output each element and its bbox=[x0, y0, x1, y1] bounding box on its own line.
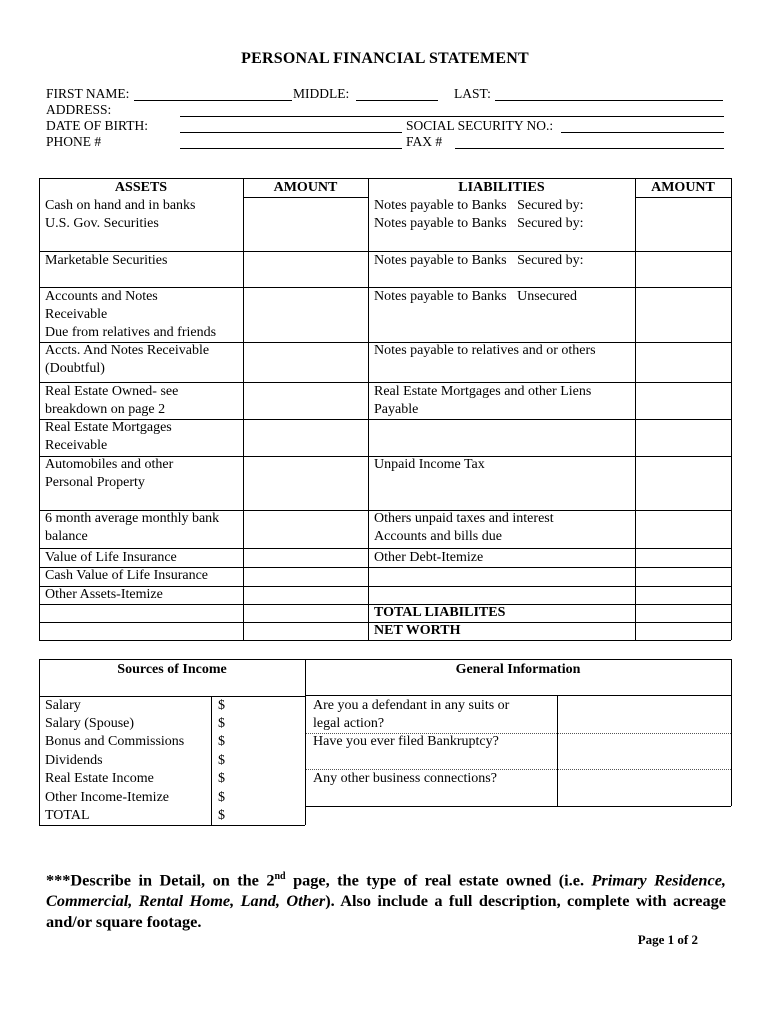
last-label: LAST: bbox=[454, 86, 491, 101]
liabilities-header: LIABILITIES bbox=[458, 180, 545, 195]
income-row-label: Other Income-Itemize bbox=[45, 790, 169, 805]
fax-field[interactable] bbox=[455, 148, 724, 149]
table-row-line bbox=[39, 640, 731, 641]
middle-name-field[interactable] bbox=[356, 100, 438, 101]
amount-header: AMOUNT bbox=[273, 180, 338, 195]
asset-label: Accts. And Notes Receivable bbox=[45, 343, 210, 358]
asset-label: U.S. Gov. Securities bbox=[45, 216, 159, 231]
total-liabilities-label: TOTAL LIABILITES bbox=[374, 605, 506, 620]
instructions-note: ***Describe in Detail, on the 2nd page, the type of real estate owned (i.e. Primary Residence, Commercial, Rental Home, Land, Other). Also include a full description, complete with acreage and/or square footage. bbox=[46, 870, 726, 932]
ssn-field[interactable] bbox=[561, 132, 724, 133]
amount-header: AMOUNT bbox=[651, 180, 715, 195]
liability-label: Unpaid Income Tax bbox=[374, 457, 485, 472]
asset-label: Real Estate Mortgages bbox=[45, 420, 172, 435]
income-header: Sources of Income bbox=[117, 662, 227, 677]
table-divider bbox=[368, 178, 369, 640]
question-business: Any other business connections? bbox=[313, 771, 497, 786]
address-label: ADDRESS: bbox=[46, 102, 112, 117]
income-row-label: Salary (Spouse) bbox=[45, 716, 135, 731]
table-row-line bbox=[243, 197, 368, 198]
liability-label: Notes payable to Banks Secured by: bbox=[374, 216, 584, 231]
table-divider bbox=[557, 695, 558, 806]
income-row-label: Salary bbox=[45, 698, 81, 713]
address-field[interactable] bbox=[180, 116, 724, 117]
table-divider bbox=[211, 696, 212, 825]
fax-label: FAX # bbox=[406, 134, 443, 149]
question-lawsuit-cont: legal action? bbox=[313, 716, 385, 731]
table-row-line bbox=[305, 695, 731, 696]
liability-label: Notes payable to Banks Secured by: bbox=[374, 198, 584, 213]
phone-label: PHONE # bbox=[46, 134, 102, 149]
table-divider bbox=[243, 178, 244, 640]
income-row-label: Real Estate Income bbox=[45, 771, 154, 786]
asset-label: Cash Value of Life Insurance bbox=[45, 568, 209, 583]
asset-label: Value of Life Insurance bbox=[45, 550, 177, 565]
currency-symbol: $ bbox=[218, 753, 225, 768]
asset-label: Personal Property bbox=[45, 475, 145, 490]
question-lawsuit: Are you a defendant in any suits or bbox=[313, 698, 510, 713]
general-info-header: General Information bbox=[455, 662, 581, 677]
liability-label: Others unpaid taxes and interest bbox=[374, 511, 554, 526]
dob-field[interactable] bbox=[180, 132, 402, 133]
asset-label: Automobiles and other bbox=[45, 457, 174, 472]
currency-symbol: $ bbox=[218, 698, 225, 713]
first-name-field[interactable] bbox=[134, 100, 292, 101]
table-border-right bbox=[731, 178, 732, 640]
liability-label: Other Debt-Itemize bbox=[374, 550, 484, 565]
asset-label: Marketable Securities bbox=[45, 253, 168, 268]
asset-label: 6 month average monthly bank bbox=[45, 511, 220, 526]
currency-symbol: $ bbox=[218, 808, 225, 823]
liability-label: Accounts and bills due bbox=[374, 529, 502, 544]
table-row-line bbox=[305, 806, 731, 807]
table-divider bbox=[305, 659, 306, 825]
liability-label: Notes payable to Banks Unsecured bbox=[374, 289, 577, 304]
page-title: PERSONAL FINANCIAL STATEMENT bbox=[241, 50, 529, 67]
asset-label: breakdown on page 2 bbox=[45, 402, 166, 417]
currency-symbol: $ bbox=[218, 734, 225, 749]
liability-label: Payable bbox=[374, 402, 419, 417]
income-row-label: Dividends bbox=[45, 753, 103, 768]
table-border-left bbox=[39, 178, 40, 640]
table-row-line bbox=[39, 659, 731, 660]
liability-label: Real Estate Mortgages and other Liens bbox=[374, 384, 592, 399]
middle-label: MIDDLE: bbox=[293, 86, 350, 101]
asset-label: Other Assets-Itemize bbox=[45, 587, 163, 602]
table-row-line bbox=[635, 197, 731, 198]
currency-symbol: $ bbox=[218, 790, 225, 805]
table-border-left bbox=[39, 659, 40, 825]
table-row-line bbox=[39, 825, 305, 826]
income-row-label: Bonus and Commissions bbox=[45, 734, 185, 749]
currency-symbol: $ bbox=[218, 716, 225, 731]
asset-label: Due from relatives and friends bbox=[45, 325, 217, 340]
phone-field[interactable] bbox=[180, 148, 402, 149]
question-bankruptcy: Have you ever filed Bankruptcy? bbox=[313, 734, 499, 749]
table-border-right bbox=[731, 659, 732, 806]
ssn-label: SOCIAL SECURITY NO.: bbox=[406, 118, 554, 133]
income-row-label: TOTAL bbox=[45, 808, 90, 823]
asset-label: Accounts and Notes bbox=[45, 289, 158, 304]
table-divider bbox=[635, 178, 636, 640]
asset-label: balance bbox=[45, 529, 88, 544]
liability-label: Notes payable to relatives and or others bbox=[374, 343, 596, 358]
asset-label: (Doubtful) bbox=[45, 361, 105, 376]
asset-label: Receivable bbox=[45, 438, 108, 453]
asset-label: Real Estate Owned- see bbox=[45, 384, 179, 399]
first-name-label: FIRST NAME: bbox=[46, 86, 130, 101]
liability-label: Notes payable to Banks Secured by: bbox=[374, 253, 584, 268]
dob-label: DATE OF BIRTH: bbox=[46, 118, 148, 133]
currency-symbol: $ bbox=[218, 771, 225, 786]
asset-label: Cash on hand and in banks bbox=[45, 198, 196, 213]
page-number: Page 1 of 2 bbox=[637, 932, 698, 947]
asset-label: Receivable bbox=[45, 307, 108, 322]
assets-header: ASSETS bbox=[114, 180, 168, 195]
last-name-field[interactable] bbox=[495, 100, 723, 101]
net-worth-label: NET WORTH bbox=[374, 623, 461, 638]
